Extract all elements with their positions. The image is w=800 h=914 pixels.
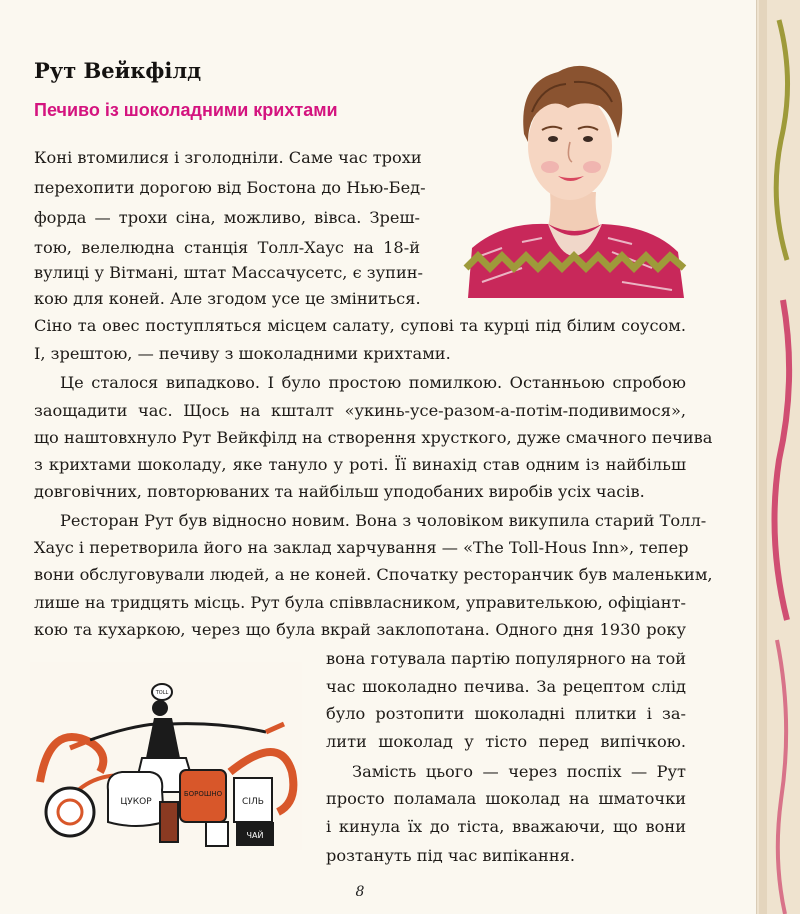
text-line: І, зрештою, — печиву з шоколадними крихтами. [34, 344, 451, 363]
text-line: Хаус і перетворила його на заклад харчування — «The Toll-Hous Inn», тепер [34, 538, 689, 557]
text-line: довговічних, повторюваних та найбільш уподобаних виробів усіх часів. [34, 482, 645, 501]
hat-label: TOLL [155, 690, 169, 696]
text-line: лише на тридцять місць. Рут була співвласником, управителькою, офіціант- [34, 593, 686, 612]
text-line: Сіно та овес поступляться місцем салату, супові та курці під білим соусом. [34, 316, 686, 335]
sugar-label: ЦУКОР [120, 797, 152, 807]
ruth-portrait-illustration [462, 42, 690, 298]
text-line: перехопити дорогою від Бостона до Нью-Бед- [34, 178, 426, 197]
page-number: 8 [355, 884, 365, 900]
text-line: час шоколадно печива. За рецептом слід [326, 677, 686, 696]
text-line: лити шоколад у тісто перед випічкою. [326, 732, 686, 751]
text-line: заощадити час. Щось на кшталт «укинь-усе-разом-а-потім-подивимося», [34, 401, 686, 420]
author-name: Рут Вейкфілд [34, 58, 202, 83]
text-line: що наштовхнуло Рут Вейкфілд на створення хрусткого, дуже смачного печива [34, 428, 713, 447]
text-line: вулиці у Вітмані, штат Массачусетс, є зупин- [34, 263, 423, 282]
adjacent-page-edge [756, 0, 800, 914]
text-line: Ресторан Рут був відносно новим. Вона з чоловіком викупила старий Толл- [60, 511, 707, 530]
text-line: кою для коней. Але згодом усе це зміниться. [34, 289, 421, 308]
fabric-pattern-decoration [757, 0, 800, 914]
text-line: і кинула їх до тіста, вважаючи, що вони [326, 817, 686, 836]
text-line: Це сталося випадково. І було простою помилкою. Останньою спробою [60, 373, 686, 392]
text-line: просто поламала шоколад на шматочки [326, 789, 686, 808]
text-line: розтануть під час випікання. [326, 846, 575, 865]
text-line: вони обслуговували людей, а не коней. Спочатку ресторанчик був маленьким, [34, 565, 713, 584]
salt-label: СІЛЬ [242, 797, 264, 807]
text-line: з крихтами шоколаду, яке тануло у роті. Її винахід став одним із найбільш [34, 455, 686, 474]
text-line: форда — трохи сіна, можливо, вівса. Зреш- [34, 208, 420, 227]
tea-label: ЧАЙ [246, 831, 264, 840]
text-line: кою та кухаркою, через що була вкрай заклопотана. Одного дня 1930 року [34, 620, 686, 639]
cook-ingredients-illustration [30, 662, 302, 850]
text-line: тою, велелюдна станція Толл-Хаус на 18-й [34, 238, 420, 257]
flour-label: БОРОШНО [183, 790, 223, 798]
text-line: вона готувала партію популярного на той [326, 649, 686, 668]
chapter-subtitle: Печиво із шоколадними крихтами [34, 100, 338, 120]
text-line: Коні втомилися і зголодніли. Саме час трохи [34, 148, 422, 167]
text-line: Замість цього — через поспіх — Рут [352, 762, 686, 781]
text-line: було розтопити шоколадні плитки і за- [326, 704, 686, 723]
